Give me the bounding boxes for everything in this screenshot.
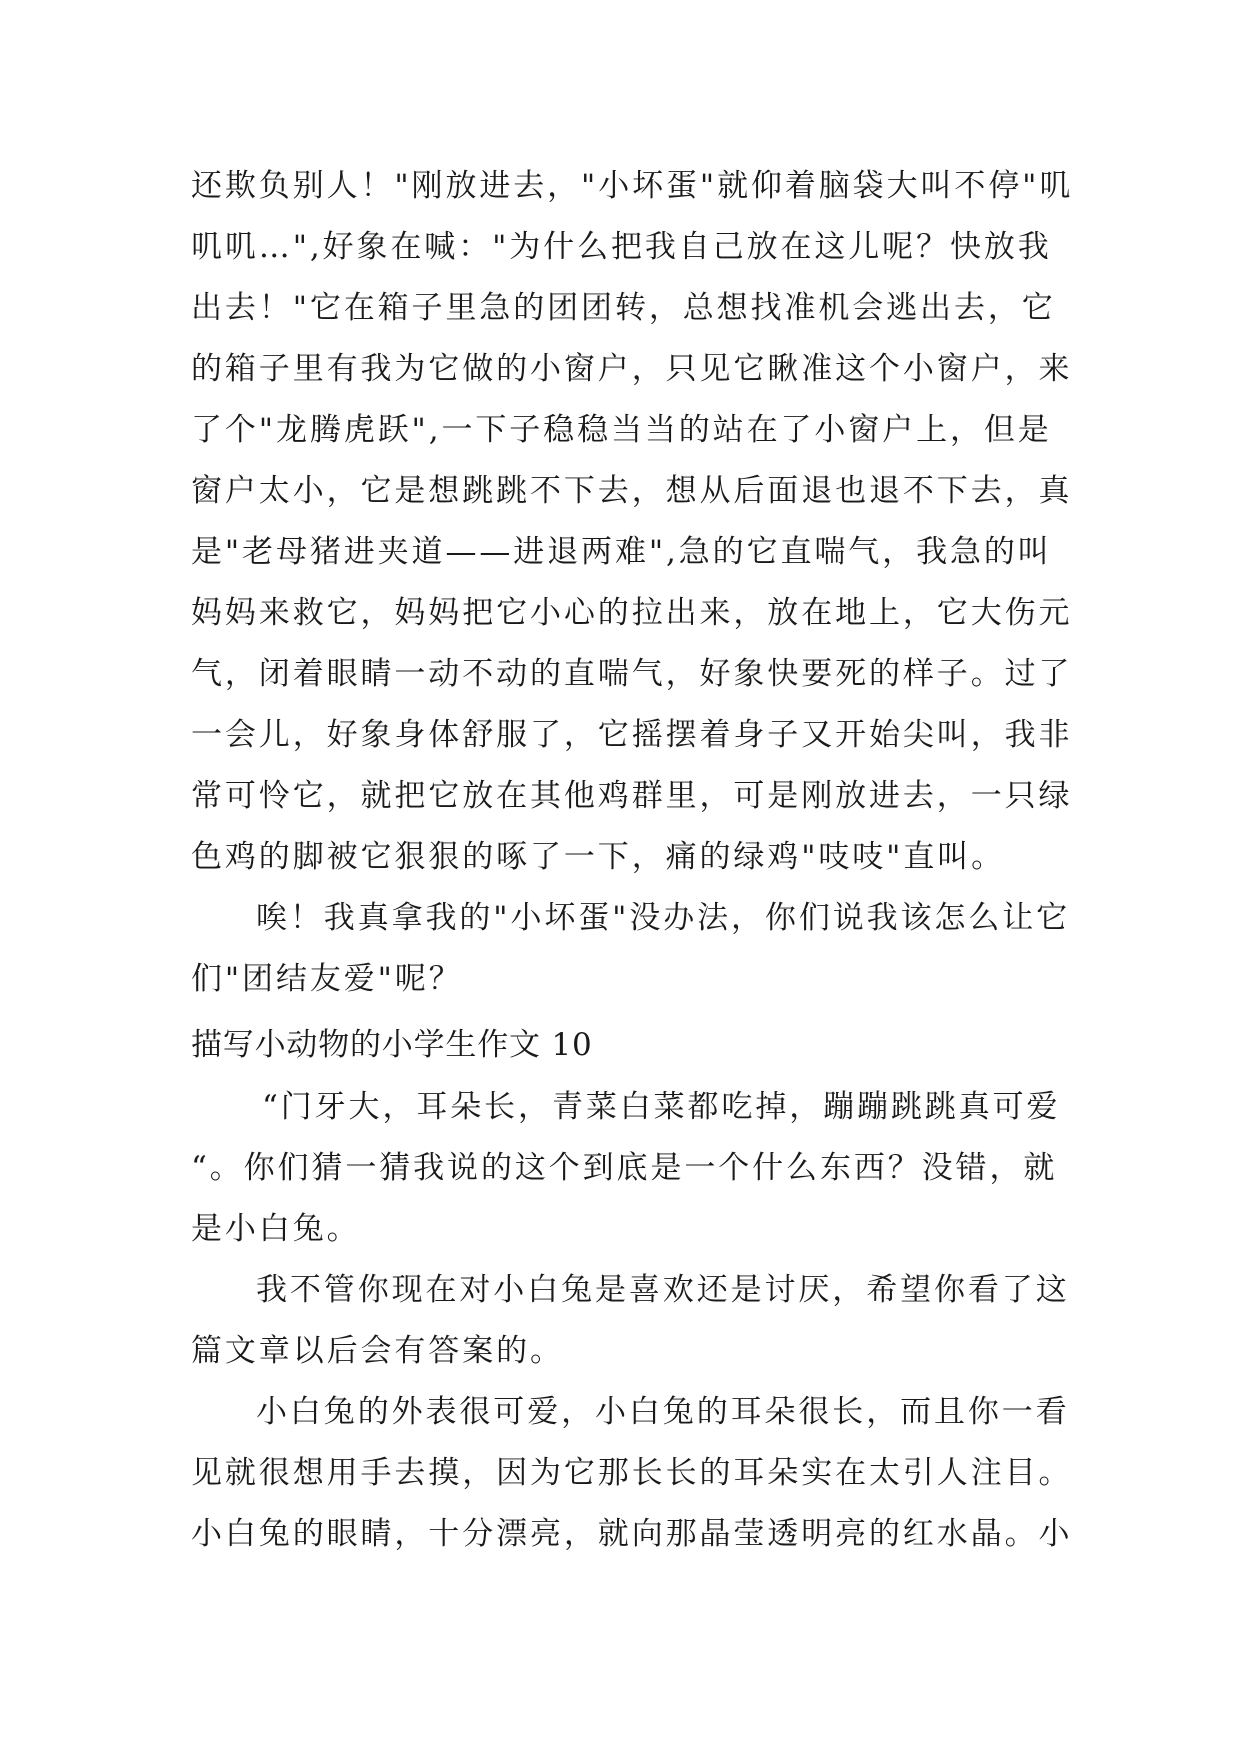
text-line: 叽叽…",好象在喊："为什么把我自己放在这儿呢？快放我 bbox=[191, 229, 1052, 265]
text-line: 是"老母猪进夹道——进退两难",急的它直喘气，我急的叫 bbox=[191, 534, 1052, 570]
text-line: 窗户太小，它是想跳跳不下去，想从后面退也退不下去，真 bbox=[191, 473, 1073, 509]
section-title: 描写小动物的小学生作文 10 bbox=[191, 1027, 593, 1063]
closing-paragraph-line: 们"团结友爱"呢？ bbox=[191, 961, 463, 997]
text-line: 色鸡的脚被它狠狠的啄了一下，痛的绿鸡"吱吱"直叫。 bbox=[191, 839, 1006, 875]
text-line: 出去！"它在箱子里急的团团转，总想找准机会逃出去，它 bbox=[191, 290, 1056, 326]
text-line: 一会儿，好象身体舒服了，它摇摆着身子又开始尖叫，我非 bbox=[191, 717, 1073, 753]
essay-paragraph-line: 见就很想用手去摸，因为它那长长的耳朵实在太引人注目。 bbox=[191, 1455, 1073, 1491]
text-line: 妈妈来救它，妈妈把它小心的拉出来，放在地上，它大伤元 bbox=[191, 595, 1073, 631]
essay-paragraph-line: 小白兔的外表很可爱，小白兔的耳朵很长，而且你一看 bbox=[256, 1394, 1070, 1430]
essay-paragraph-line: “。你们猜一猜我说的这个到底是一个什么东西？没错，就 bbox=[191, 1150, 1058, 1186]
essay-paragraph-line: 我不管你现在对小白兔是喜欢还是讨厌，希望你看了这 bbox=[256, 1272, 1070, 1308]
closing-paragraph-line: 唉！我真拿我的"小坏蛋"没办法，你们说我该怎么让它 bbox=[256, 900, 1071, 936]
text-line: 常可怜它，就把它放在其他鸡群里，可是刚放进去，一只绿 bbox=[191, 778, 1073, 814]
essay-paragraph-line: 篇文章以后会有答案的。 bbox=[191, 1333, 564, 1369]
essay-paragraph-line: “门牙大，耳朵长，青菜白菜都吃掉，蹦蹦跳跳真可爱 bbox=[262, 1089, 1061, 1125]
text-line: 了个"龙腾虎跃",一下子稳稳当当的站在了小窗户上，但是 bbox=[191, 412, 1052, 448]
essay-paragraph-line: 是小白兔。 bbox=[191, 1211, 361, 1247]
text-line: 的箱子里有我为它做的小窗户，只见它瞅准这个小窗户，来 bbox=[191, 351, 1073, 387]
text-line: 还欺负别人！"刚放进去，"小坏蛋"就仰着脑袋大叫不停"叽 bbox=[191, 168, 1074, 204]
essay-paragraph-line: 小白兔的眼睛，十分漂亮，就向那晶莹透明亮的红水晶。小 bbox=[191, 1516, 1073, 1552]
text-line: 气，闭着眼睛一动不动的直喘气，好象快要死的样子。过了 bbox=[191, 656, 1073, 692]
